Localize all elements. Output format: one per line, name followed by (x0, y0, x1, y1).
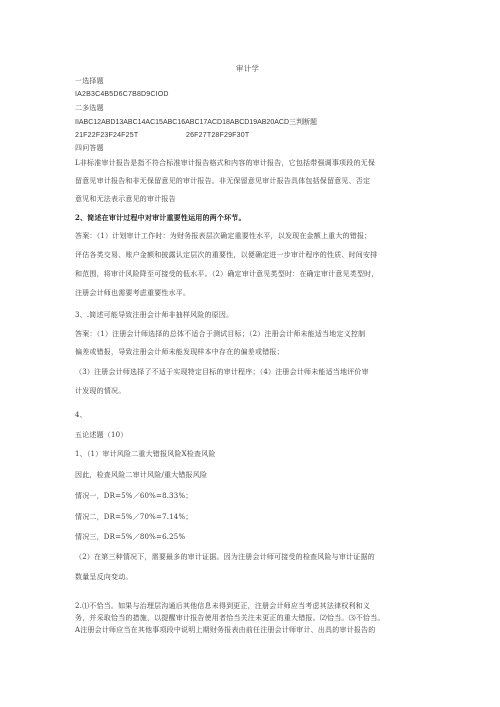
essay-line: 因此，检查风险二审计风险/重大错报风险 (75, 471, 208, 479)
choice-answers: IA2B3C4B5D6C7B8D9CIOD (75, 91, 169, 98)
q1-answer-line: 意见和无法表示意见的审计报告 (75, 195, 176, 203)
essay-line: 1、（1）审计风险二重大错报风险X检查风险 (75, 450, 216, 458)
q3-answer-line: 偏差或错报，导致注册会计师未能发现样本中存在的偏差或错报； (75, 348, 284, 356)
q2-answer-line: 评估各类交易、账户金额和披露认定层次的重要性，以便确定进一步审计程序的性质、时间安排 (75, 251, 378, 259)
q2-answer-line: 和范围，将审计风险降至可接受的低水平。（2）确定审计意见类型时：在确定审计意见类型时， (75, 270, 379, 278)
essay-line: 情况二，DR=5%／70%=7.14%； (75, 513, 193, 521)
doc-title: 审计学 (236, 64, 260, 73)
section-heading-qa: 四问答题 (75, 144, 104, 152)
q1-answer-line: 留意见审计报告和非无保留意见的审计报告。非无保留意见审计报告具体包括保留意见、否定 (75, 177, 371, 185)
essay-part2-line: （2）在第三种情况下，需要最多的审计证据。因为注册会计师可接受的检查风险与审计证据的 (75, 553, 375, 561)
essay-line: 情况一，DR=5%／60%=8.33%； (75, 492, 193, 500)
q3-title: 3、.简述可能导致注册会计师非抽样风险的原因。 (75, 311, 234, 319)
essay-q2-line: 2.⑴不恰当。如果与治理层沟通后其他信息未得到更正，注册会计师应当考虑其法律权利和义 (75, 602, 371, 610)
multi-answers: IIABC12ABD13ABC14AC15ABC16ABC17ACD18ABCD19AB20ACD三判断题 (75, 119, 317, 126)
essay-q2-line: 务，并采取恰当的措施，以提醒审计报告使用者恰当关注未更正的重大错报。⑵恰当。⑶不恰当。 (75, 614, 385, 622)
section-heading-multi: 二多选题 (75, 104, 104, 112)
q4-title: 4、 (75, 411, 87, 419)
judge-answers-b: 26F27T28F29F30T (186, 132, 250, 139)
q3-answer-line: 计发现的情况。 (75, 387, 126, 395)
judge-answers-a: 21F22F23F24F25T (75, 132, 139, 139)
section-heading-essay: 五论述题（10） (75, 431, 128, 439)
q3-answer-line: （3）注册会计师选择了不适于实现特定目标的审计程序；（4）注册会计师未能适当地评价审 (75, 368, 369, 376)
section-heading-choice: 一选择题 (75, 77, 104, 85)
q2-answer-line: 注册会计师也需要考虑重要性水平。 (75, 289, 191, 297)
q1-answer-line: L非标准审计报告是指不符合标准审计报告格式和内容的审计报告，它包括带强调事项段的无保 (75, 159, 376, 167)
q3-answer-line: 答案：（1）注册会计师选择的总体不适合于测试目标；（2）注册会计师未能适当地定义控制 (75, 330, 366, 338)
essay-line: 情况三，DR=5%／80%=6.25% (75, 533, 186, 541)
essay-part2-line: 数量呈反向变动。 (75, 573, 133, 581)
q2-answer-line: 答案：（1）计划审计工作时：为财务报表层次确定重要性水平，以发现在金额上重大的错报； (75, 232, 372, 240)
essay-q2-line: A注册会计师应当在其他事项段中说明上期财务报表由前任注册会计师审计、出具的审计报告的 (75, 626, 376, 634)
q2-title: 2、简述在审计过程中对审计重要性运用的两个环节。 (75, 213, 246, 222)
